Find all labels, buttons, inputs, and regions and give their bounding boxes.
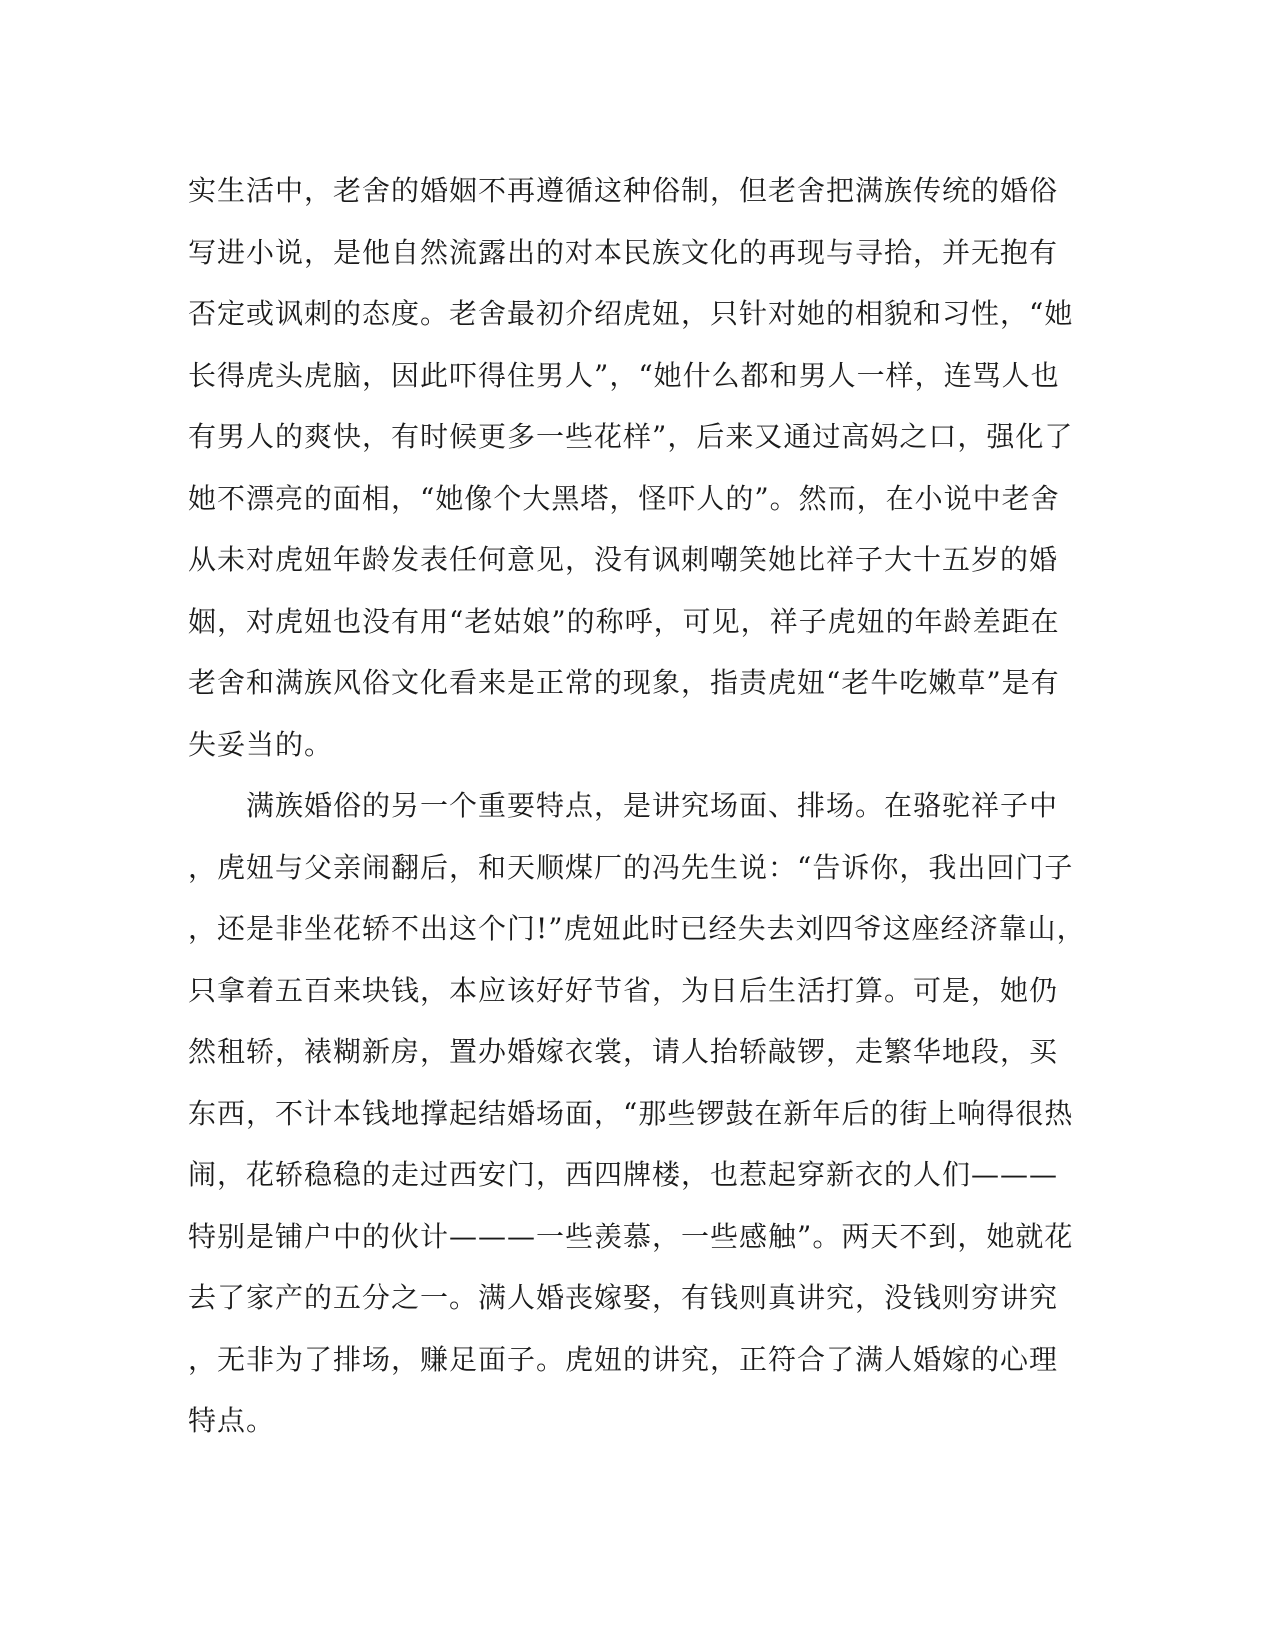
text-line: 特别是铺户中的伙计———一些羡慕，一些感触”。两天不到，她就花: [188, 1219, 1074, 1253]
text-line: ，虎妞与父亲闹翻后，和天顺煤厂的冯先生说：“告诉你，我出回门子: [188, 850, 1074, 884]
text-line: ，还是非坐花轿不出这个门!”虎妞此时已经失去刘四爷这座经济靠山，: [188, 912, 1086, 945]
text-line: 去了家产的五分之一。满人婚丧嫁娶，有钱则真讲究，没钱则穷讲究: [188, 1281, 1059, 1314]
text-line: 满族婚俗的另一个重要特点，是讲究场面、排场。在骆驼祥子中: [188, 789, 1059, 822]
body-text: [188, 160, 1088, 1452]
text-line: 只拿着五百来块钱，本应该好好节省，为日后生活打算。可是，她仍: [188, 973, 1059, 1007]
text-line: 写进小说，是他自然流露出的对本民族文化的再现与寻拾，并无抱有: [188, 235, 1059, 269]
text-line: 然租轿，裱糊新房，置办婚嫁衣裳，请人抬轿敲锣，走繁华地段，买: [188, 1035, 1059, 1068]
text-line: 闹，花轿稳稳的走过西安门，西四牌楼，也惹起穿新衣的人们———: [188, 1158, 1059, 1191]
paragraph-1: [188, 160, 1088, 775]
text-line: 长得虎头虎脑，因此吓得住男人”，“她什么都和男人一样，连骂人也: [188, 358, 1060, 392]
text-line: 老舍和满族风俗文化看来是正常的现象，指责虎妞“老牛吃嫩草”是有: [188, 666, 1060, 699]
text-line: 实生活中，老舍的婚姻不再遵循这种俗制，但老舍把满族传统的婚俗: [188, 174, 1059, 207]
paragraph-2: [188, 775, 1088, 1452]
text-line: ，无非为了排场，赚足面子。虎妞的讲究，正符合了满人婚嫁的心理: [188, 1342, 1059, 1376]
text-line: 特点。: [188, 1404, 276, 1437]
text-line: 她不漂亮的面相，“她像个大黑塔，怪吓人的”。然而，在小说中老舍: [188, 481, 1060, 515]
text-line: 从未对虎妞年龄发表任何意见，没有讽刺嘲笑她比祥子大十五岁的婚: [188, 543, 1059, 576]
text-line: 东西，不计本钱地撑起结婚场面，“那些锣鼓在新年后的街上响得很热: [188, 1096, 1074, 1130]
text-line: 姻，对虎妞也没有用“老姑娘”的称呼，可见，祥子虎妞的年龄差距在: [188, 604, 1060, 638]
text-line: 失妥当的。: [188, 727, 334, 761]
text-line: 有男人的爽快，有时候更多一些花样”，后来又通过高妈之口，强化了: [188, 420, 1074, 453]
text-line: 否定或讽刺的态度。老舍最初介绍虎妞，只针对她的相貌和习性，“她: [188, 297, 1074, 330]
